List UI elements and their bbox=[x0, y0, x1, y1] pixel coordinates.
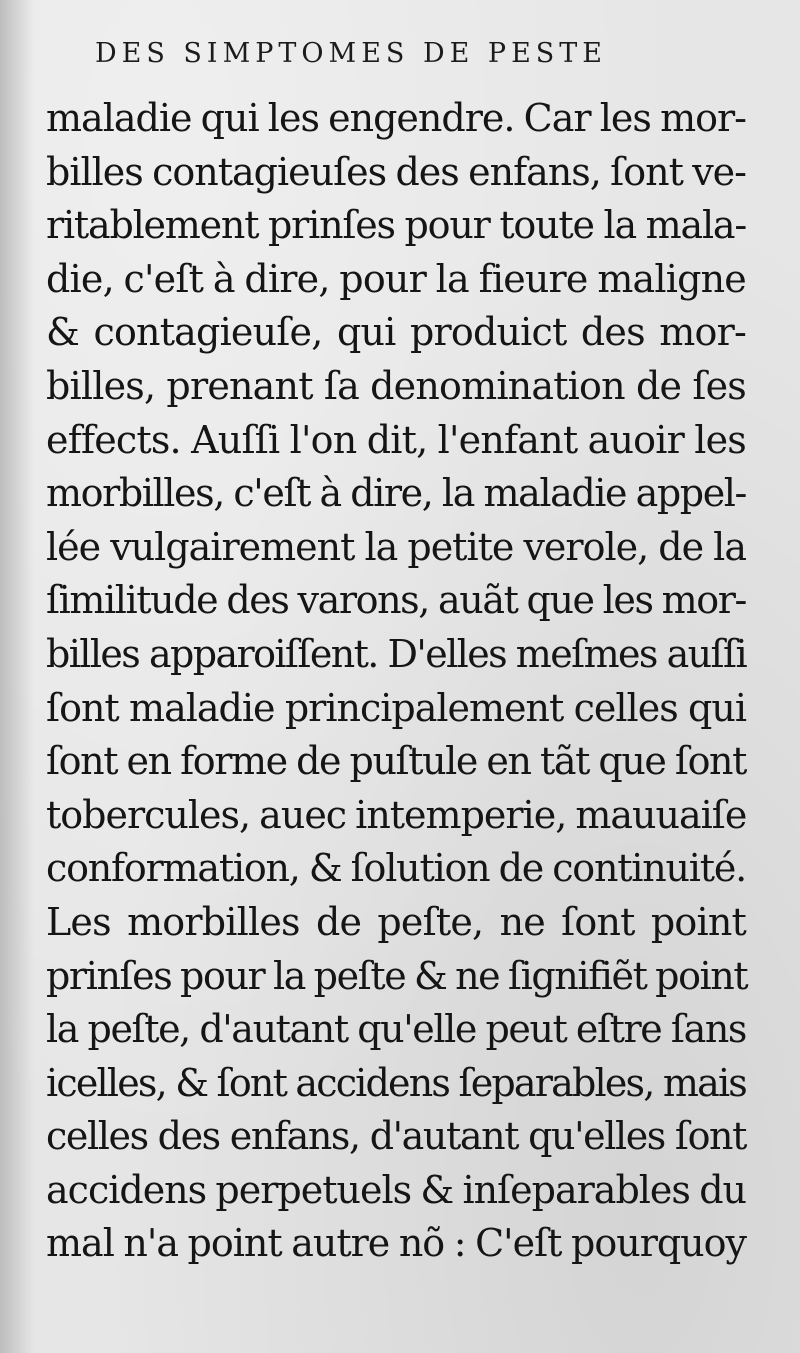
text-line: celles des enfans, d'autant qu'elles ſont bbox=[46, 1114, 746, 1159]
text-line: ſont maladie principalement celles qui bbox=[46, 685, 746, 730]
text-line: ſont en forme de puſtule en tãt que ſont bbox=[46, 739, 746, 784]
text-line: lée vulgairement la petite verole, de la bbox=[46, 524, 746, 569]
text-line: ritablement prinſes pour toute la mala- bbox=[46, 203, 746, 248]
text-line: billes contagieuſes des enfans, ſont ve- bbox=[46, 149, 746, 194]
text-line: tobercules, auec intemperie, mauuaiſe bbox=[46, 792, 747, 837]
text-line: prinſes pour la peſte & ne ſignifiẽt point bbox=[46, 953, 748, 998]
text-line: accidens perpetuels & inſeparables du bbox=[46, 1167, 746, 1212]
text-line: mal n'a point autre nõ : C'eſt pourquoy bbox=[46, 1221, 746, 1266]
text-line: billes apparoiſſent. D'elles meſmes auſſi bbox=[46, 631, 746, 676]
text-line: icelles, & ſont accidens ſeparables, mais bbox=[46, 1060, 746, 1105]
text-line: die, c'eſt à dire, pour la fieure maligne bbox=[46, 256, 746, 301]
text-line: la peſte, d'autant qu'elle peut eſtre ſans bbox=[46, 1007, 746, 1052]
text-line: Les morbilles de peſte, ne ſont point bbox=[46, 899, 746, 944]
body-text bbox=[46, 92, 746, 1271]
running-head: DES SIMPTOMES DE PESTE bbox=[95, 38, 608, 69]
text-line: morbilles, c'eſt à dire, la maladie appel- bbox=[46, 471, 746, 516]
text-line: conformation, & ſolution de continuité. bbox=[46, 846, 746, 891]
text-line: billes, prenant ſa denomination de ſes bbox=[46, 363, 746, 408]
text-line: maladie qui les engendre. Car les mor- bbox=[46, 96, 746, 140]
page-gutter-shadow bbox=[0, 0, 34, 1353]
text-line: & contagieuſe, qui produict des mor- bbox=[46, 310, 746, 355]
text-line: ſimilitude des varons, auãt que les mor- bbox=[46, 578, 746, 623]
text-line: effects. Auſſi l'on dit, l'enfant auoir les bbox=[46, 417, 746, 462]
